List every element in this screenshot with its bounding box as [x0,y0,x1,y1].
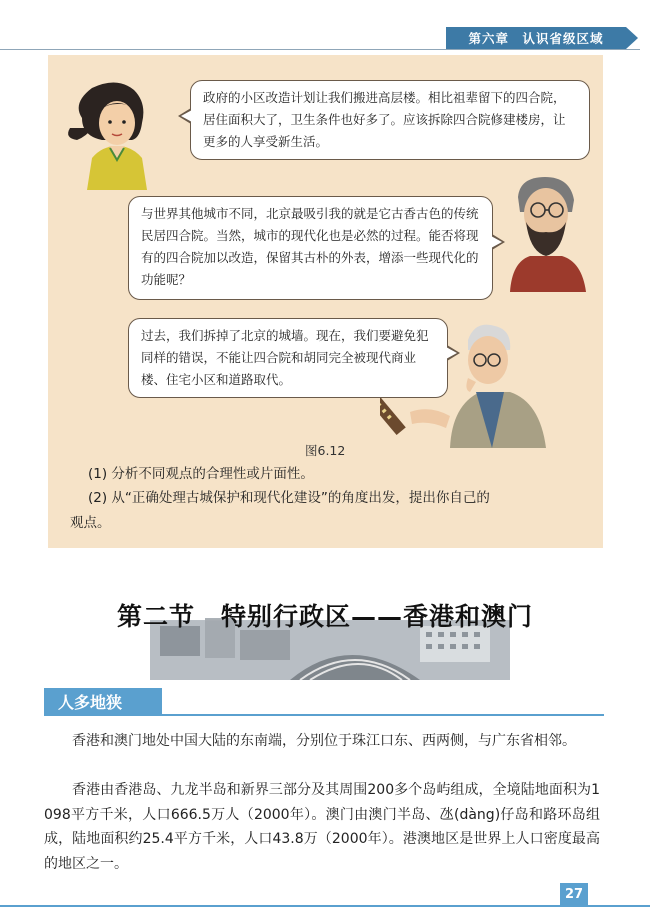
subsection-heading: 人多地狭 [44,688,162,714]
bearded-man-illustration [500,172,595,292]
paragraph-1: 香港和澳门地处中国大陆的东南端，分别位于珠江口东、西两侧，与广东省相邻。 [72,733,576,749]
question-2-continuation: 观点。 [70,515,111,531]
paragraph-2: 香港由香港岛、九龙半岛和新界三部分及其周围200多个岛屿组成，全境陆地面积为1 098平方千米，人口666.5万人（2000年）。澳门由澳门半岛、氹(dàng)仔岛和路环岛组成，陆地面积约25.4平方千米，人口43.8万（2000年）。港澳地区是世界上人口密度最高的地区之一。 [44,782,600,872]
speech-bubble-1: 政府的小区改造计划让我们搬进高层楼。相比祖辈留下的四合院，居住面积大了，卫生条件也好多了。应该拆除四合院修建楼房，让更多的人享受新生活。 [190,80,590,160]
chapter-tab: 第六章 认识省级区域 [446,27,626,49]
page-number: 27 [560,883,588,905]
figure-caption: 图6.12 [305,443,346,458]
speech-bubble-3: 过去，我们拆掉了北京的城墙。现在，我们要避免犯同样的错误，不能让四合院和胡同完全被现代商业楼、住宅小区和道路取代。 [128,318,448,398]
chapter-tab-arrow-icon [626,27,638,49]
question-2: (2) 从“正确处理古城保护和现代化建设”的角度出发，提出你自己的 [88,490,490,506]
woman-illustration [62,78,182,190]
speech-bubble-2: 与世界其他城市不同，北京最吸引我的就是它古香古色的传统民居四合院。当然，城市的现代化也是必然的过程。能否将现有的四合院加以改造，保留其古朴的外表，增添一些现代化的功能呢？ [128,196,493,300]
header-rule [0,49,640,50]
bubble-2-tail-inner [491,236,502,248]
question-1: (1) 分析不同观点的合理性或片面性。 [88,466,314,482]
subsection-rule [44,714,604,716]
footer-rule [0,905,650,907]
bubble-1-tail-inner [181,110,192,122]
section-title: 第二节 特别行政区——香港和澳门 [116,602,533,631]
bubble-3-tail-inner [446,347,457,359]
